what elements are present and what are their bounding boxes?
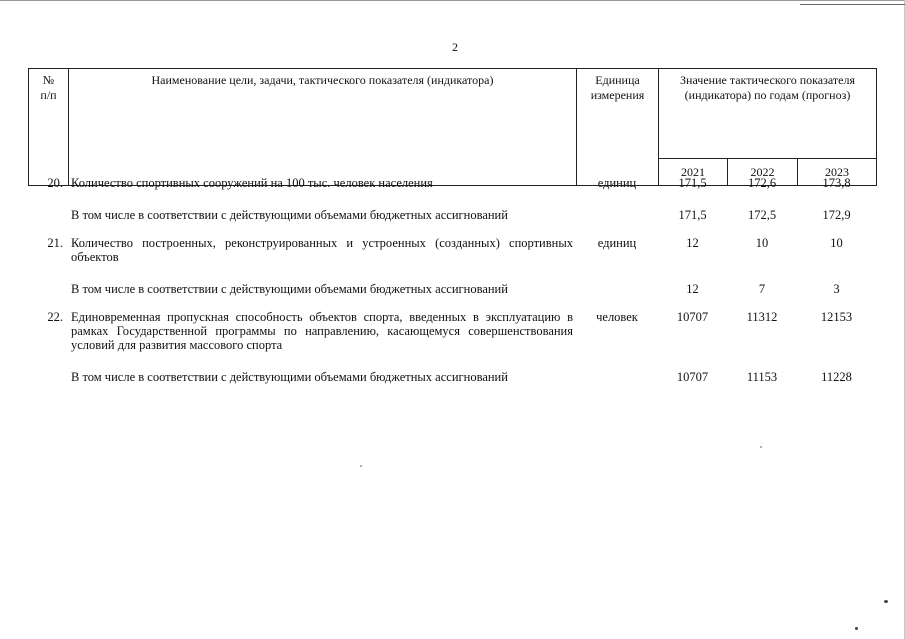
row-value-2021: 10707: [676, 370, 709, 384]
row-spacer-cell: [28, 356, 876, 366]
row-value-2023: 173,8: [822, 176, 851, 190]
row-number: 21.: [47, 236, 63, 250]
scan-mark: [800, 4, 905, 5]
scan-speck: [855, 627, 858, 630]
row-name: В том числе в соответствии с действующими объемами бюджетных ассигнований: [71, 208, 508, 222]
row-unit: единиц: [597, 236, 637, 250]
header-values-group: Значение тактического показателя (индикатора) по годам (прогноз): [659, 69, 877, 159]
row-number: [28, 366, 68, 388]
scan-speck: [360, 465, 362, 467]
row-unit: [576, 366, 658, 388]
row-value-2022: 172,6: [747, 176, 777, 190]
table-header: [28, 68, 877, 186]
page-number: 2: [452, 40, 458, 54]
row-spacer-cell: [28, 388, 876, 398]
row-value-2022: 11153: [746, 370, 778, 384]
row-spacer: [28, 194, 876, 204]
row-unit: человек: [596, 310, 638, 324]
header-num: № п/п: [29, 69, 69, 186]
table-row: [28, 306, 876, 356]
row-value-2023: 11228: [821, 370, 852, 384]
row-value-2021: 171,5: [678, 208, 707, 222]
row-value-2023: 3: [833, 282, 840, 296]
row-name: В том числе в соответствии с действующими объемами бюджетных ассигнований: [71, 370, 508, 384]
row-value-2021: 12: [686, 282, 699, 296]
row-number: 20.: [47, 176, 63, 190]
header-year-2021: 2021: [659, 159, 728, 186]
row-spacer: [28, 356, 876, 366]
row-value-2022: 7: [758, 282, 766, 296]
row-value-2023: 172,9: [822, 208, 851, 222]
table-row: [28, 204, 876, 226]
row-value-2022: 10: [755, 236, 769, 250]
header-name: Наименование цели, задачи, тактического показателя (индикатора): [69, 69, 577, 186]
row-number: 22.: [47, 310, 63, 324]
scan-edge-top: [0, 0, 905, 1]
table-row: [28, 366, 876, 388]
row-name: Количество спортивных сооружений на 100 тыс. человек населения: [71, 176, 433, 190]
table-body: [28, 172, 876, 398]
row-unit: [576, 204, 658, 226]
row-name: Единовременная пропускная способность объектов спорта, введенных в эксплуатацию в рамках Государственной программы по направлению, касающемуся совершенствования условий для развития массового спорта: [71, 310, 573, 352]
table-row: [28, 232, 876, 268]
table-row: [28, 172, 876, 194]
row-spacer: [28, 268, 876, 278]
row-spacer: [28, 388, 876, 398]
header-unit: Единица измерения: [577, 69, 659, 186]
row-value-2021: 12: [686, 236, 699, 250]
scan-speck: [760, 446, 762, 448]
row-value-2022: 172,5: [747, 208, 777, 222]
row-unit: [576, 278, 658, 300]
row-value-2021: 10707: [676, 310, 709, 324]
header-year-2022: 2022: [728, 159, 798, 186]
row-unit: единиц: [597, 176, 637, 190]
row-name: В том числе в соответствии с действующими объемами бюджетных ассигнований: [71, 282, 508, 296]
table-row: [28, 278, 876, 300]
row-value-2023: 10: [830, 236, 843, 250]
row-spacer-cell: [28, 194, 876, 204]
row-value-2023: 12153: [820, 310, 853, 324]
row-number: [28, 204, 68, 226]
row-number: [28, 278, 68, 300]
row-name: Количество построенных, реконструированных и устроенных (созданных) спортивных объектов: [71, 236, 573, 264]
scan-speck: [884, 600, 888, 603]
row-value-2022: 11312: [746, 310, 778, 324]
row-spacer-cell: [28, 268, 876, 278]
header-year-2023: 2023: [798, 159, 877, 186]
row-value-2021: 171,5: [678, 176, 707, 190]
